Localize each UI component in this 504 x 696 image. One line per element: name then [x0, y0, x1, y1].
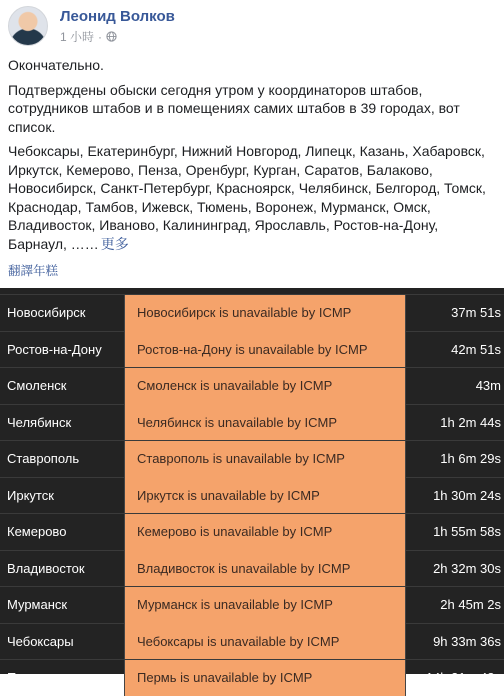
- duration-cell: 43m: [475, 378, 501, 393]
- table-row: [0, 659, 504, 695]
- city-name-cell: Новосибирск: [7, 305, 86, 320]
- city-name-cell: Иркутск: [7, 487, 54, 503]
- table-row: [0, 331, 504, 367]
- city-list-text: Чебоксары, Екатеринбург, Нижний Новгород, Липецк, Казань, Хабаровск, Иркутск, Кемерово, Пенза, Оренбург, Курган, Саратов, Балаково, Новосибирск, Санкт-Петербург, Красноярск, Челябинск, Белгород, Томск, Краснодар, Тамбов, Ижевск, Тюмень, Воронеж, Мурманск, Омск, Владивосток, Иваново, Калининград, Ярославль, Ростов-на-Дону, Барнаул, ……: [8, 143, 486, 252]
- status-message-cell: Смоленск is unavailable by ICMP: [124, 368, 406, 404]
- city-name-cell: Владивосток: [7, 560, 85, 576]
- table-row: [0, 294, 504, 330]
- status-message-cell: Пермь is unavailable by ICMP: [124, 660, 406, 696]
- duration-cell: 1h 2m 44s: [440, 414, 501, 430]
- translate-link[interactable]: 翻譯年糕: [8, 264, 59, 278]
- status-message-cell: Кемерово is unavailable by ICMP: [124, 514, 406, 550]
- status-message-cell: Мурманск is unavailable by ICMP: [124, 587, 406, 623]
- city-name-cell: Челябинск: [7, 414, 72, 430]
- status-message-cell: Челябинск is unavailable by ICMP: [124, 404, 406, 440]
- duration-cell: 9h 33m 36s: [433, 633, 501, 649]
- city-name-cell: Пермь: [7, 670, 47, 685]
- city-name-cell: Кемерово: [7, 524, 67, 539]
- duration-cell: 1h 30m 24s: [433, 487, 501, 503]
- status-message-cell: Владивосток is unavailable by ICMP: [124, 550, 406, 586]
- duration-cell: 1h 55m 58s: [433, 524, 501, 539]
- duration-cell: 1h 6m 29s: [440, 451, 501, 466]
- post-timestamp[interactable]: 1 小時: [60, 30, 95, 44]
- duration-cell: 42m 51s: [451, 341, 501, 357]
- city-name-cell: Мурманск: [7, 597, 68, 612]
- table-row: [0, 367, 504, 403]
- see-more-link[interactable]: 更多: [100, 235, 129, 252]
- city-name-cell: Ростов-на-Дону: [7, 341, 102, 357]
- avatar[interactable]: [8, 6, 48, 46]
- city-list-paragraph: [8, 142, 496, 253]
- globe-icon[interactable]: [106, 31, 117, 42]
- table-row: [0, 404, 504, 440]
- city-name-cell: Смоленск: [7, 378, 67, 393]
- table-row: [0, 550, 504, 586]
- duration-cell: 2h 32m 30s: [433, 560, 501, 576]
- status-table-image: [0, 288, 504, 685]
- table-row: [0, 586, 504, 622]
- post-header: [8, 6, 496, 46]
- table-row: [0, 623, 504, 659]
- table-row: [0, 440, 504, 476]
- status-message-cell: Ставрополь is unavailable by ICMP: [124, 441, 406, 477]
- status-message-cell: Чебоксары is unavailable by ICMP: [124, 623, 406, 659]
- duration-cell: 14h 31m 48s: [425, 670, 501, 685]
- status-message-cell: Новосибирск is unavailable by ICMP: [124, 295, 406, 331]
- table-row: [0, 477, 504, 513]
- table-row: [0, 513, 504, 549]
- author-name[interactable]: Леонид Волков: [60, 8, 175, 25]
- duration-cell: 2h 45m 2s: [440, 597, 501, 612]
- post-meta: [60, 28, 117, 45]
- post-body: [8, 56, 496, 259]
- post-paragraph: Подтверждены обыски сегодня утром у координаторов штабов, сотрудников штабов и в помещениях самих штабов в 39 городах, вот список.: [8, 81, 460, 135]
- city-name-cell: Чебоксары: [7, 633, 74, 649]
- duration-cell: 37m 51s: [451, 305, 501, 320]
- city-name-cell: Ставрополь: [7, 451, 80, 466]
- post-paragraph: Окончательно.: [8, 57, 104, 73]
- status-message-cell: Ростов-на-Дону is unavailable by ICMP: [124, 331, 406, 367]
- status-message-cell: Иркутск is unavailable by ICMP: [124, 477, 406, 513]
- dot-separator: ·: [98, 29, 103, 44]
